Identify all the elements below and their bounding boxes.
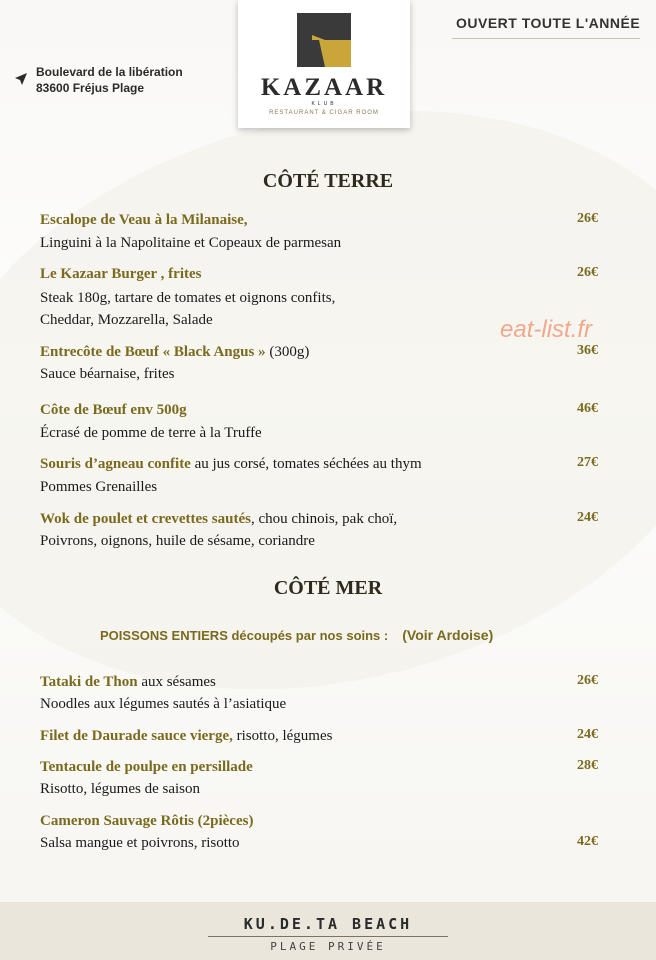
dish-title — [40, 810, 253, 832]
dish-title — [40, 453, 422, 475]
dish-description: Salsa mangue et poivrons, risotto — [40, 835, 240, 851]
footer-divider — [208, 936, 448, 937]
dish-detail: au jus corsé, tomates séchées au thym — [190, 456, 422, 472]
dish-name: Côte de Bœuf env 500g — [40, 402, 187, 418]
dish-title — [40, 209, 248, 231]
address-line-2: 83600 Fréjus Plage — [36, 81, 145, 95]
dish-title — [40, 341, 309, 363]
dish-description: Sauce béarnaise, frites — [40, 366, 175, 382]
poissons-note — [100, 627, 493, 643]
dish-name: Le Kazaar Burger , frites — [40, 266, 202, 282]
dish-price: 24€ — [577, 727, 598, 742]
dish-name: Tentacule de poulpe en persillade — [40, 759, 253, 775]
dish-title — [40, 508, 397, 530]
dish-description: Noodles aux légumes sautés à l’asiatique — [40, 696, 287, 712]
logo-name: KAZAAR — [260, 74, 388, 101]
ardoise-label: (Voir Ardoise) — [402, 627, 494, 643]
logo-sub: KLUB — [311, 101, 337, 107]
location-arrow-icon — [14, 72, 28, 86]
dish-name: Cameron Sauvage Rôtis (2pièces) — [40, 813, 254, 829]
dish-description: Pommes Grenailles — [40, 479, 158, 495]
footer-subtitle: PLAGE PRIVÉE — [270, 940, 386, 953]
logo — [238, 0, 410, 128]
dish-price: 24€ — [577, 510, 598, 525]
dish-title — [40, 725, 332, 747]
dish-price: 26€ — [577, 673, 598, 688]
dish-title — [40, 399, 187, 421]
dish-name: Entrecôte de Bœuf « Black Angus » — [40, 344, 266, 360]
dish-name: Tataki de Thon — [40, 674, 138, 690]
dish-detail: aux sésames — [137, 674, 216, 690]
dish-title — [40, 756, 253, 778]
dish-name: Souris d’agneau confite — [40, 456, 191, 472]
address — [14, 64, 183, 96]
dish-name: Escalope de Veau à la Milanaise, — [40, 212, 248, 228]
dish-description: Poivrons, oignons, huile de sésame, coriandre — [40, 533, 315, 549]
dish-description: Cheddar, Mozzarella, Salade — [40, 312, 213, 328]
dish-name: Filet de Daurade sauce vierge, — [40, 728, 233, 744]
address-line-1: Boulevard de la libération — [36, 65, 183, 79]
dish-price: 26€ — [577, 211, 598, 226]
dish-description: Écrasé de pomme de terre à la Truffe — [40, 425, 262, 441]
dish-description: Steak 180g, tartare de tomates et oignons confits, — [40, 290, 336, 306]
dish-title — [40, 263, 201, 285]
logo-tagline: RESTAURANT & CIGAR ROOM — [269, 110, 379, 116]
section-title-terre: CÔTÉ TERRE — [262, 170, 394, 192]
dish-name: Wok de poulet et crevettes sautés — [40, 511, 251, 527]
dish-price: 27€ — [577, 455, 598, 470]
section-title-mer: CÔTÉ MER — [273, 577, 383, 599]
kazaar-logo-icon — [297, 13, 351, 67]
watermark: eat-list.fr — [500, 316, 593, 343]
dish-title — [40, 671, 216, 693]
divider — [452, 38, 640, 39]
dish-price: 36€ — [577, 343, 598, 358]
dish-detail: , chou chinois, pak choï, — [250, 511, 398, 527]
dish-detail: risotto, légumes — [232, 728, 333, 744]
dish-price: 46€ — [577, 401, 598, 416]
opening-notice: OUVERT TOUTE L'ANNÉE — [456, 15, 641, 31]
dish-description: Linguini à la Napolitaine et Copeaux de parmesan — [40, 235, 342, 251]
footer-brand: KU.DE.TA BEACH — [243, 915, 413, 933]
dish-detail: (300g) — [265, 344, 310, 360]
dish-price: 42€ — [577, 834, 598, 849]
dish-description: Risotto, légumes de saison — [40, 781, 200, 797]
dish-price: 26€ — [577, 265, 598, 280]
poissons-label: POISSONS ENTIERS découpés par nos soins : — [100, 628, 389, 643]
dish-price: 28€ — [577, 758, 598, 773]
